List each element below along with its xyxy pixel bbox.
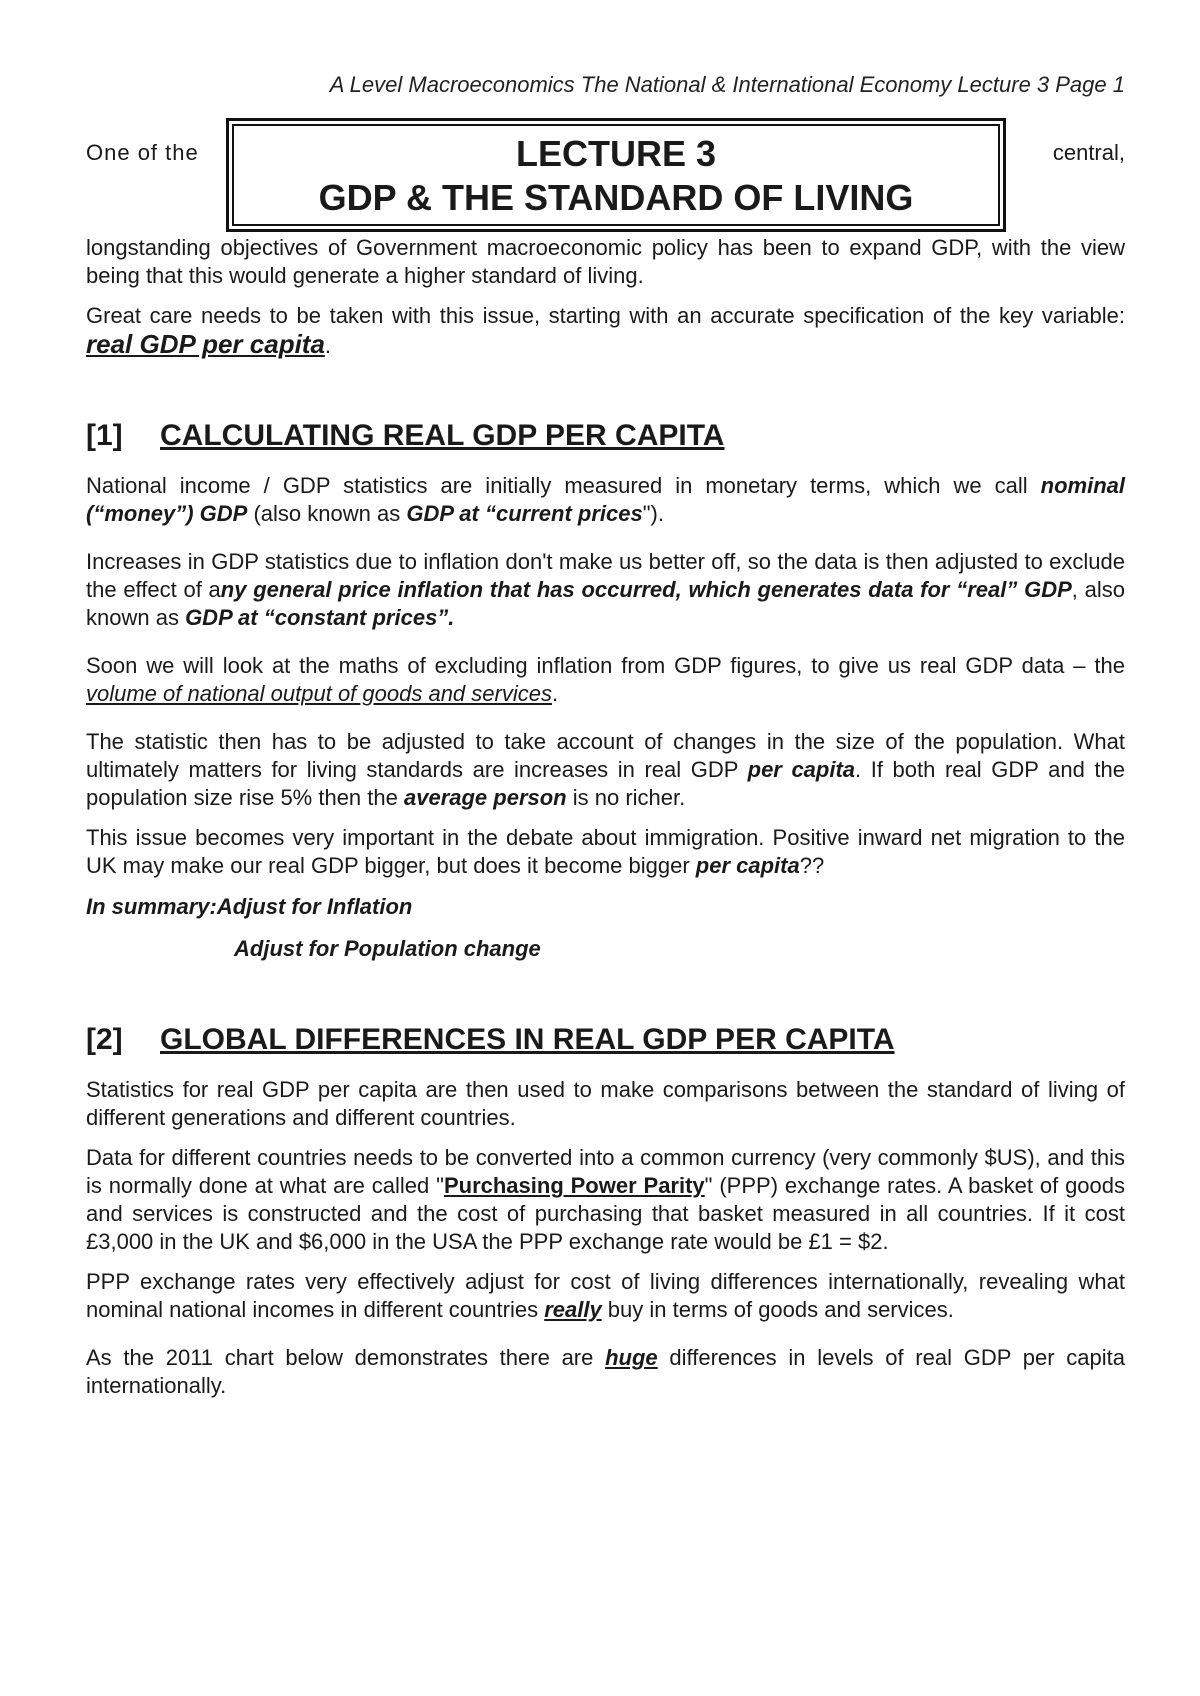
s1p2-text-a: Increases in GDP statistics due to inflation don't make us better off, so the data is then adjusted to exclude the effect of a <box>86 549 1125 602</box>
section-2-heading <box>86 1022 1125 1058</box>
title-lead-left: One of the <box>86 140 199 165</box>
summary-block <box>86 892 1125 964</box>
s1p3-text-c: . <box>551 681 559 706</box>
s1p4-per-capita: per capita <box>747 757 856 782</box>
s1p1-nominal-gdp: nominal (“money”) GDP <box>86 473 1125 526</box>
title-row <box>86 118 1125 238</box>
s1p4-text-c: . If both real GDP and the population size rise 5% then the <box>86 757 1125 810</box>
intro-p2-end: . <box>324 333 332 358</box>
running-header: A Level Macroeconomics The National & International Economy Lecture 3 Page 1 <box>329 72 1125 97</box>
s2p4-huge: huge <box>605 1345 658 1370</box>
section-1-paragraph-3 <box>86 652 1125 708</box>
s2p3-really: really <box>544 1297 602 1322</box>
s2p2-ppp: Purchasing Power Parity <box>443 1173 705 1198</box>
s2p4-text-c: differences in levels of real GDP per capita internationally. <box>86 1345 1125 1398</box>
s1p4-average-person: average person <box>403 785 567 810</box>
s2p3-text-c: buy in terms of goods and services. <box>601 1297 954 1322</box>
section-1-paragraph-5 <box>86 824 1125 880</box>
s2p4-text-a: As the 2011 chart below demonstrates there are <box>86 1345 606 1370</box>
s2p2-text-a: Data for different countries needs to be converted into a common currency (very commonly $US), and this is normally done at what are called " <box>86 1145 1125 1198</box>
s1p5-text-c: ?? <box>799 853 825 878</box>
section-1-number: [1] <box>86 419 123 452</box>
key-variable: real GDP per capita <box>86 329 325 359</box>
section-2-paragraph-3 <box>86 1268 1125 1324</box>
title-box-inner <box>232 124 1000 226</box>
s2p2-text-c: " (PPP) exchange rates. A basket of goods and services is constructed and the cost of purchasing that basket measured in all countries. If it cost £3,000 in the UK and $6,000 in the USA the PPP exchange rate would be £1 = $2. <box>86 1173 1126 1254</box>
intro-paragraph-2 <box>86 302 1125 360</box>
section-1-paragraph-1 <box>86 472 1125 528</box>
section-2-paragraph-1: Statistics for real GDP per capita are then used to make comparisons between the standard of living of different generations and different countries. <box>86 1077 1125 1130</box>
intro-paragraph-1: longstanding objectives of Government macroeconomic policy has been to expand GDP, with the view being that this would generate a higher standard of living. <box>86 235 1125 288</box>
s2p3-text-a: PPP exchange rates very effectively adjust for cost of living differences internationally, revealing what nominal national incomes in different countries <box>86 1269 1125 1322</box>
section-1-paragraph-2 <box>86 548 1125 632</box>
section-1-title: CALCULATING REAL GDP PER CAPITA <box>160 419 725 452</box>
s1p1-current-prices: GDP at “current prices <box>406 501 643 526</box>
lecture-title: GDP & THE STANDARD OF LIVING <box>318 177 914 218</box>
title-box <box>226 118 1006 232</box>
summary-item-inflation: Adjust for Inflation <box>216 894 413 919</box>
document-body <box>86 234 1125 1412</box>
s1p1-text-a: National income / GDP statistics are initially measured in monetary terms, which we call <box>86 473 1041 498</box>
s1p1-text-e: "). <box>642 501 664 526</box>
section-1-paragraph-4 <box>86 728 1125 812</box>
section-2-paragraph-2 <box>86 1144 1125 1256</box>
s1p3-volume-output: volume of national output of goods and services <box>86 681 552 706</box>
s1p1-text-c: (also known as <box>247 501 407 526</box>
s1p4-text-a: The statistic then has to be adjusted to take account of changes in the size of the population. What ultimately matters for living standards are increases in real GDP <box>86 729 1125 782</box>
section-2-number: [2] <box>86 1023 123 1056</box>
s1p4-text-e: is no richer. <box>566 785 686 810</box>
title-lead-right: central, <box>1052 140 1125 165</box>
s1p2-real-gdp: ny general price inflation that has occurred, which generates data for “real” GDP <box>220 577 1072 602</box>
section-2-title: GLOBAL DIFFERENCES IN REAL GDP PER CAPITA <box>160 1023 895 1056</box>
intro-p2-text: Great care needs to be taken with this issue, starting with an accurate specification of the key variable: <box>86 303 1125 328</box>
section-2-paragraph-4 <box>86 1344 1125 1400</box>
s1p3-text-a: Soon we will look at the maths of excluding inflation from GDP figures, to give us real GDP data – the <box>86 653 1125 678</box>
summary-item-population: Adjust for Population change <box>234 936 541 961</box>
summary-label: In summary: <box>86 894 217 919</box>
s1p5-text-a: This issue becomes very important in the debate about immigration. Positive inward net migration to the UK may make our real GDP bigger, but does it become bigger <box>86 825 1125 878</box>
lecture-number: LECTURE 3 <box>515 133 717 174</box>
s1p5-per-capita: per capita <box>695 853 800 878</box>
s1p2-constant-prices: GDP at “constant prices”. <box>185 605 455 630</box>
section-1-heading <box>86 418 1125 454</box>
s1p2-text-c: , also known as <box>86 577 1125 630</box>
